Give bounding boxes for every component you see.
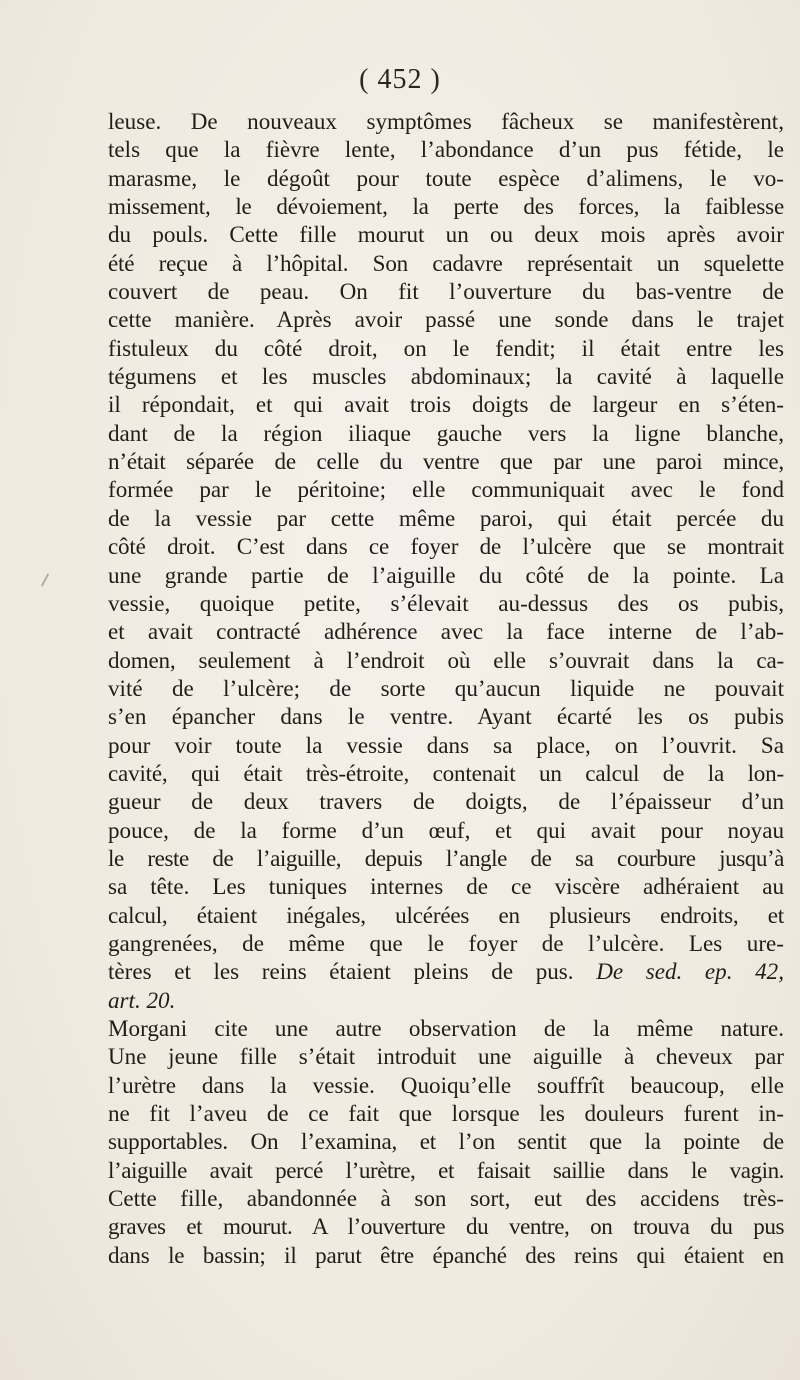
text-line: l’urètre dans la vessie. Quoiqu’elle souffrît beaucoup, elle: [108, 1071, 784, 1098]
text-line: dans le bassin; il parut être épanché des reins qui étaient en: [108, 1241, 784, 1268]
text-line: il répondait, et qui avait trois doigts de largeur en s’éten-: [108, 391, 784, 418]
text-line: tégumens et les muscles abdominaux; la cavité à laquelle: [108, 363, 784, 390]
text-line: vessie, quoique petite, s’élevait au-dessus des os pubis,: [108, 589, 784, 616]
text-line: [108, 957, 784, 985]
text-line: supportables. On l’examina, et l’on sentit que la pointe de: [108, 1128, 784, 1155]
text-line: pouce, de la forme d’un œuf, et qui avait pour noyau: [108, 816, 784, 843]
text-line-segment: tères et les reins étaient pleins de pus.: [108, 958, 574, 985]
text-line: une grande partie de l’aiguille du côté de la pointe. La: [108, 561, 784, 588]
text-line: l’aiguille avait percé l’urètre, et faisait saillie dans le vagin.: [108, 1156, 784, 1183]
page-number: ( 452 ): [359, 64, 441, 95]
text-line: et avait contracté adhérence avec la face interne de l’ab-: [108, 618, 784, 645]
text-line: le reste de l’aiguille, depuis l’angle de sa courbure jusqu’à: [108, 844, 784, 871]
text-line: Cette fille, abandonnée à son sort, eut des accidens très-: [108, 1185, 784, 1212]
text-line: tels que la fièvre lente, l’abondance d’un pus fétide, le: [108, 136, 784, 163]
text-line: du pouls. Cette fille mourut un ou deux mois après avoir: [108, 221, 784, 248]
text-line: couvert de peau. On fit l’ouverture du bas-ventre de: [108, 278, 784, 305]
text-line: été reçue à l’hôpital. Son cadavre représentait un squelette: [108, 249, 784, 276]
text-line: [108, 986, 784, 1014]
text-line: dant de la région iliaque gauche vers la ligne blanche,: [108, 419, 784, 446]
text-line: de la vessie par cette même paroi, qui était percée du: [108, 504, 784, 531]
text-line: vité de l’ulcère; de sorte qu’aucun liquide ne pouvait: [108, 674, 784, 701]
citation-reference: De sed. ep. 42,: [596, 958, 784, 985]
text-line: marasme, le dégoût pour toute espèce d’alimens, le vo-: [108, 164, 784, 191]
text-line: cette manière. Après avoir passé une sonde dans le trajet: [108, 306, 784, 333]
text-line: côté droit. C’est dans ce foyer de l’ulcère que se montrait: [108, 533, 784, 560]
text-line: gueur de deux travers de doigts, de l’épaisseur d’un: [108, 788, 784, 815]
margin-pencil-mark: [41, 573, 49, 586]
text-line: n’était séparée de celle du ventre que par une paroi mince,: [108, 448, 784, 475]
citation-article: art. 20.: [108, 986, 176, 1013]
text-line: formée par le péritoine; elle communiquait avec le fond: [108, 476, 784, 503]
text-line: ne fit l’aveu de ce fait que lorsque les douleurs furent in-: [108, 1100, 784, 1127]
text-line: calcul, étaient inégales, ulcérées en plusieurs endroits, et: [108, 901, 784, 928]
text-line: sa tête. Les tuniques internes de ce viscère adhéraient au: [108, 873, 784, 900]
text-line: domen, seulement à l’endroit où elle s’ouvrait dans la ca-: [108, 646, 784, 673]
text-line: fistuleux du côté droit, on le fendit; il était entre les: [108, 334, 784, 361]
text-line: Morgani cite une autre observation de la même nature.: [108, 1015, 784, 1041]
text-line: graves et mourut. A l’ouverture du ventre, on trouva du pus: [108, 1213, 784, 1240]
text-line: leuse. De nouveaux symptômes fâcheux se manifestèrent,: [108, 108, 784, 134]
text-line: cavité, qui était très-étroite, contenait un calcul de la lon-: [108, 759, 784, 786]
text-line: s’en épancher dans le ventre. Ayant écarté les os pubis: [108, 703, 784, 730]
text-line: missement, le dévoiement, la perte des forces, la faiblesse: [108, 193, 784, 220]
body-text: [108, 107, 784, 1269]
text-line: gangrenées, de même que le foyer de l’ulcère. Les ure-: [108, 929, 784, 956]
text-line: Une jeune fille s’était introduit une aiguille à cheveux par: [108, 1043, 784, 1070]
text-line: pour voir toute la vessie dans sa place, on l’ouvrit. Sa: [108, 731, 784, 758]
